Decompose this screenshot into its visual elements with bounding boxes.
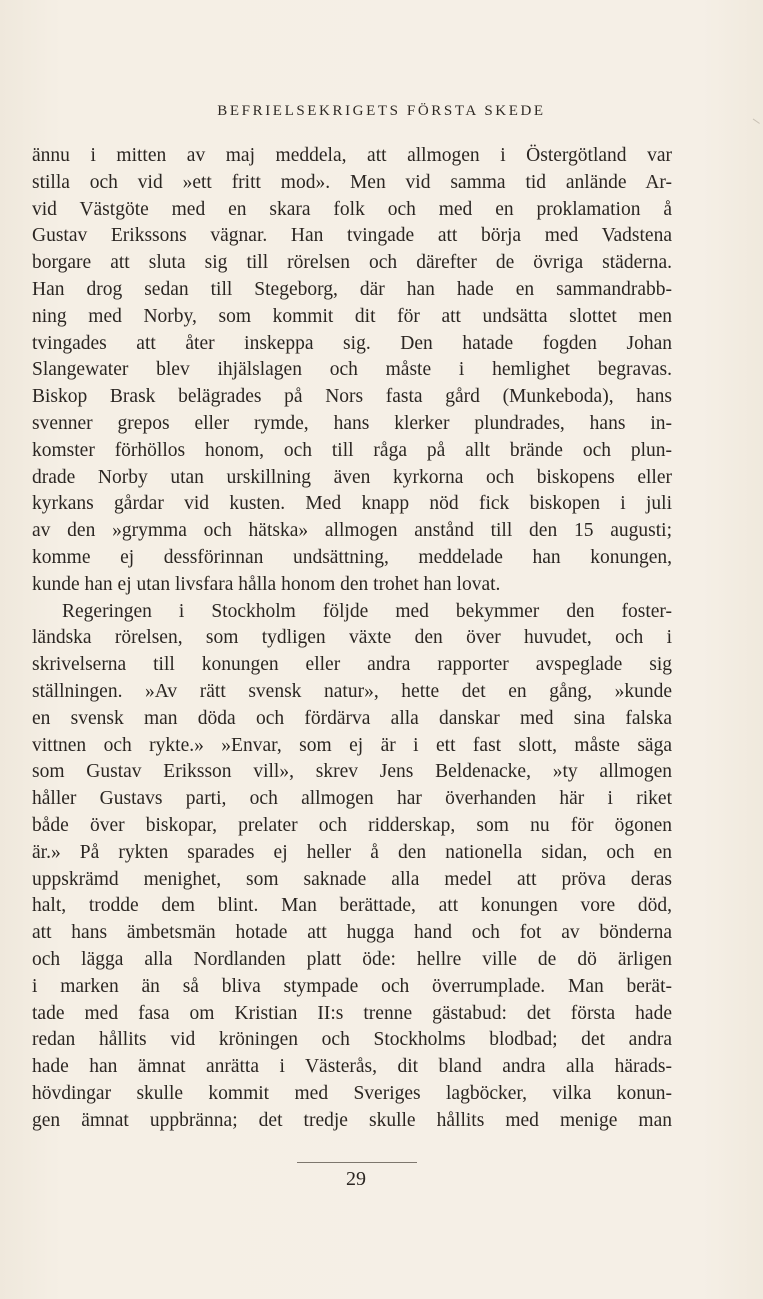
text-line: är.» På rykten sparades ej heller å den nationella sidan, och en [32,841,672,863]
text-line: borgare att sluta sig till rörelsen och därefter de övriga städerna. [32,252,672,274]
text-line: uppskrämd menighet, som saknade alla medel att pröva deras [32,868,672,890]
text-line: Regeringen i Stockholm följde med bekymmer den foster- [62,600,672,622]
text-line: av den »grymma och hätska» allmogen anstånd till den 15 augusti; [32,520,672,542]
text-line: drade Norby utan urskillning även kyrkorna och biskopens eller [32,466,672,488]
text-line: komster förhöllos honom, och till råga på allt brände och plun- [32,439,672,461]
body-text [32,143,672,1134]
text-line: kyrkans gårdar vid kusten. Med knapp nöd fick biskopen i juli [32,493,672,515]
footer-rule [297,1162,417,1163]
text-line: hade han ämnat anrätta i Västerås, dit bland andra alla härads- [32,1056,672,1078]
text-line: i marken än så bliva stympade och överrumplade. Man berät- [32,975,672,997]
text-line: skrivelserna till konungen eller andra rapporter avspeglade sig [32,654,672,676]
text-line: kunde han ej utan livsfara hålla honom den trohet han lovat. [32,573,501,595]
text-line: en svensk man döda och fördärva alla danskar med sina falska [32,707,672,729]
text-line: Gustav Erikssons vägnar. Han tvingade att börja med Vadstena [32,225,672,247]
text-line: gen ämnat uppbränna; det tredje skulle hållits med menige man [32,1109,672,1131]
text-line: ännu i mitten av maj meddela, att allmogen i Östergötland var [32,145,672,166]
text-line: ställningen. »Av rätt svensk natur», hette det en gång, »kunde [32,680,672,702]
text-line: Han drog sedan till Stegeborg, där han hade en sammandrabb- [32,278,672,300]
page-edge-mark [748,119,760,131]
text-line: både över biskopar, prelater och ridderskap, som nu för ögonen [32,814,672,836]
text-line: komme ej dessförinnan undsättning, meddelade han konungen, [32,546,672,568]
text-line: att hans ämbetsmän hotade att hugga hand och fot av bönderna [32,922,672,944]
text-line: tade med fasa om Kristian II:s trenne gästabud: det första hade [32,1002,672,1024]
text-line: ländska rörelsen, som tydligen växte den över huvudet, och i [32,627,672,649]
text-line: svenner grepos eller rymde, hans klerker plundrades, hans in- [32,412,672,434]
text-line: redan hållits vid kröningen och Stockholms blodbad; det andra [32,1029,672,1051]
text-line: stilla och vid »ett fritt mod». Men vid samma tid anlände Ar- [32,171,672,193]
text-line: hövdingar skulle kommit med Sveriges lagböcker, vilka konun- [32,1082,672,1104]
text-line: ning med Norby, som kommit dit för att undsätta slottet men [32,305,672,327]
text-line: halt, trodde dem blint. Man berättade, att konungen vore död, [32,895,672,917]
text-line: vittnen och rykte.» »Envar, som ej är i ett fast slott, måste säga [32,734,672,756]
text-line: Slangewater blev ihjälslagen och måste i hemlighet begravas. [32,359,672,381]
text-line: och lägga alla Nordlanden platt öde: hellre ville de dö ärligen [32,948,672,970]
text-line: som Gustav Eriksson vill», skrev Jens Beldenacke, »ty allmogen [32,761,672,783]
text-line: vid Västgöte med en skara folk och med en proklamation å [32,198,672,220]
running-header: BEFRIELSEKRIGETS FÖRSTA SKEDE [217,103,546,119]
text-line: håller Gustavs parti, och allmogen har överhanden här i riket [32,788,672,810]
text-line: tvingades att åter inskeppa sig. Den hatade fogden Johan [32,332,672,354]
text-line: Biskop Brask belägrades på Nors fasta gård (Munkeboda), hans [32,386,672,408]
page-number: 29 [346,1168,366,1190]
